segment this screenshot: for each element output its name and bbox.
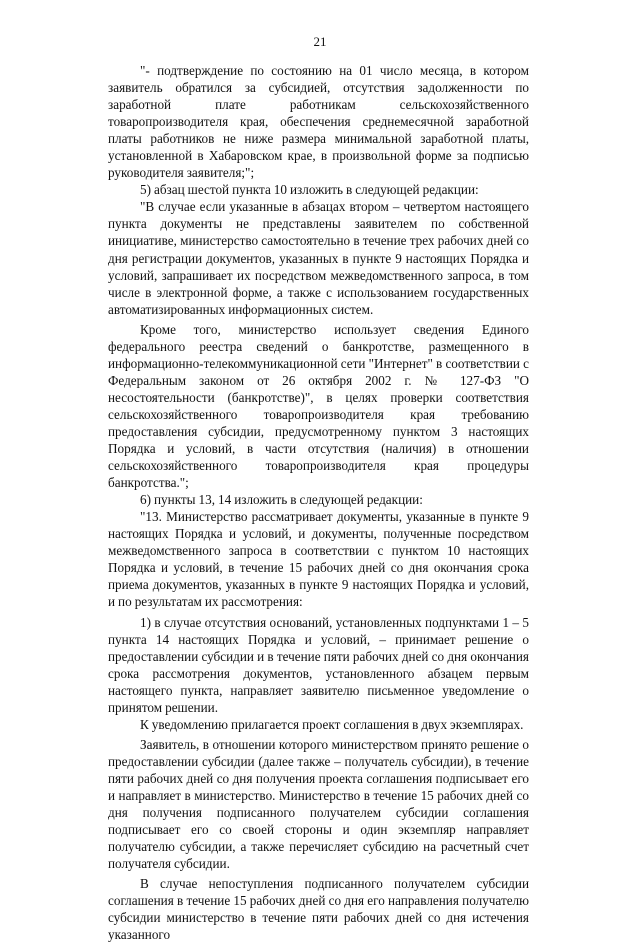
paragraph-bankruptcy-registry: Кроме того, министерство использует сведения Единого федерального реестра сведений о банкротстве, размещенного в информационно-телекоммуникационной сети "Интернет" в соответствии с Федеральным законом от 26 октября 2002 г. № 127-ФЗ "О несостоятельности (банкротстве)", в целях проверки соответствия сельскохозяйственного товаропроизводителя края требованию предоставления субсидии, предусмотренному пунктом 3 настоящих Порядка и условий, в части отсутствия (наличия) в отношении сельскохозяйственного товаропроизводителя края процедуры банкротства."; <box>108 321 529 491</box>
paragraph-interagency-request: "В случае если указанные в абзацах втором – четвертом настоящего пункта документы не представлены заявителем по собственной инициативе, министерство самостоятельно в течение трех рабочих дней со дня регистрации документов, указанных в пункте 9 настоящих Порядка и условий, запрашивает их посредством межведомственного запроса, в том числе в электронной форме, а также с использованием государственных автоматизированных информационных систем. <box>108 199 529 317</box>
paragraph-item-5: 5) абзац шестой пункта 10 изложить в следующей редакции: <box>140 182 479 198</box>
paragraph-subpoint-1: 1) в случае отсутствия оснований, установленных подпунктами 1 – 5 пункта 14 настоящих Порядка и условий, – принимает решение о предоставлении субсидии и в течение пяти рабочих дней со дня окончания срока рассмотрения документов, установленного абзацем первым настоящего пункта, направляет заявителю письменное уведомление о принятом решении. <box>108 614 529 715</box>
document-body <box>108 62 529 943</box>
paragraph-agreement-signing: Заявитель, в отношении которого министерством принято решение о предоставлении субсидии (далее также – получатель субсидии), в течение пяти рабочих дней со дня получения проекта соглашения подписывает его и направляет в министерство. Министерство в течение 15 рабочих дней со дня получения подписанного получателем субсидии соглашения подписывает его со своей стороны и один экземпляр направляет получателю субсидии, а также перечисляет субсидию на расчетный счет получателя субсидии. <box>108 736 529 872</box>
paragraph-non-receipt: В случае непоступления подписанного получателем субсидии соглашения в течение 15 рабочих дней со дня его направления получателю субсидии министерство в течение пяти рабочих дней со дня истечения указанного <box>108 876 529 943</box>
paragraph-notification-attachment: К уведомлению прилагается проект соглашения в двух экземплярах. <box>140 716 524 732</box>
paragraph-item-6: 6) пункты 13, 14 изложить в следующей редакции: <box>140 492 423 508</box>
paragraph-requirement-confirmation: "- подтверждение по состоянию на 01 число месяца, в котором заявитель обратился за субсидией, отсутствия задолженности по заработной плате работникам сельскохозяйственного товаропроизводителя края, обеспечения среднемесячной заработной платы работников не ниже размера минимальной заработной платы, установленной в Хабаровском крае, в произвольной форме за подписью руководителя заявителя;"; <box>108 63 529 181</box>
page-number: 21 <box>313 34 327 49</box>
paragraph-point-13: "13. Министерство рассматривает документы, указанные в пункте 9 настоящих Порядка и условий, и документы, полученные посредством межведомственного запроса в соответствии с пунктом 10 настоящих Порядка и условий, в течение 15 рабочих дней со дня окончания срока приема документов, указанных в пункте 9 настоящих Порядка и условий, и по результатам их рассмотрения: <box>108 509 529 610</box>
